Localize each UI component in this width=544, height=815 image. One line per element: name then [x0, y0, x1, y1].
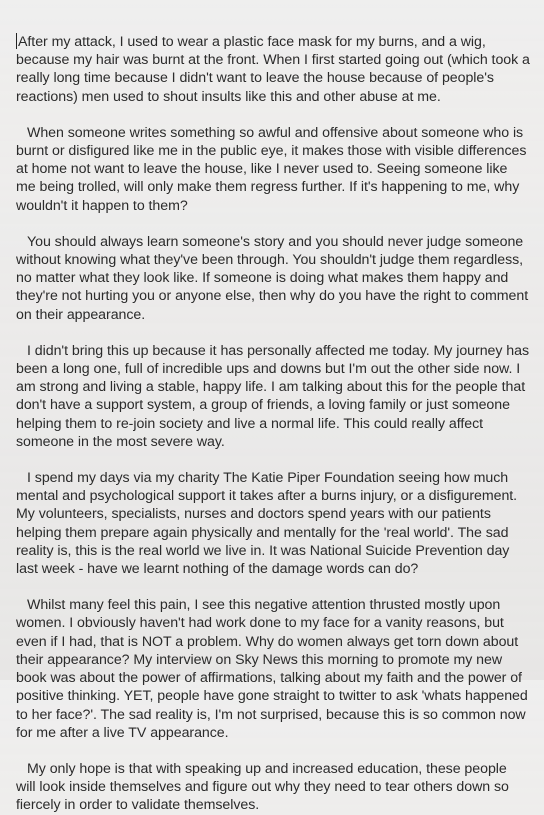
paragraph-4: I didn't bring this up because it has personally affected me today. My journey has been a long one, full of incredible ups and downs but I'm out the other side now. I am strong and living a stable, happy life. I am talking about this for the people that don't have a support system, a group of friends, a loving family or just someone helping them to re-join society and live a normal life. This could really affect someone in the most severe way.: [16, 342, 530, 450]
paragraph-2: When someone writes something so awful and offensive about someone who is burnt or disfigured like me in the public eye, it makes those with visible differences at home not want to leave the house, like I never used to. Seeing someone like me being trolled, will only make them regress further. If it's happening to me, why wouldn't it happen to them?: [16, 124, 527, 214]
text-cursor: [16, 33, 17, 49]
paragraph-1-text: After my attack, I used to wear a plastic face mask for my burns, and a wig, because my hair was burnt at the front. When I first started going out (which took a really long time because I didn't want to leave the house because of people's reactions) men used to shout insults like this and other abuse at me.: [16, 34, 530, 105]
paragraph-7: My only hope is that with speaking up and increased education, these people will look inside themselves and figure out why they need to tear others down so fiercely in order to validate themselves.: [16, 760, 509, 814]
paragraph-6: Whilst many feel this pain, I see this negative attention thrusted mostly upon women. I obviously haven't had work done to my face for a vanity reasons, but even if I had, that is NOT a problem. Why do women always get torn down about their appearance? My interview on Sky News this morning to promote my new book was about the power of affirmations, talking about my faith and the power of positive thinking. YET, people have gone straight to twitter to ask 'whats happened to her face?'. The sad reality is, I'm not surprised, because this is so common now for me after a live TV appearance.: [16, 597, 528, 741]
paragraph-1: [16, 33, 530, 106]
paragraph-3: You should always learn someone's story and you should never judge someone without knowing what they've been through. You shouldn't judge them regardless, no matter what they look like. If someone is doing what makes them happy and they're not hurting you or anyone else, then why do you have the right to comment on their appearance.: [16, 233, 529, 323]
paragraph-5: I spend my days via my charity The Katie Piper Foundation seeing how much mental and psychological support it takes after a burns injury, or a disfigurement. My volunteers, specialists, nurses and doctors spend years with our patients helping them prepare again physically and mentally for the 'real world'. The sad reality is, this is the real world we live in. It was National Suicide Prevention day last week - have we learnt nothing of the damage words can do?: [16, 470, 518, 578]
